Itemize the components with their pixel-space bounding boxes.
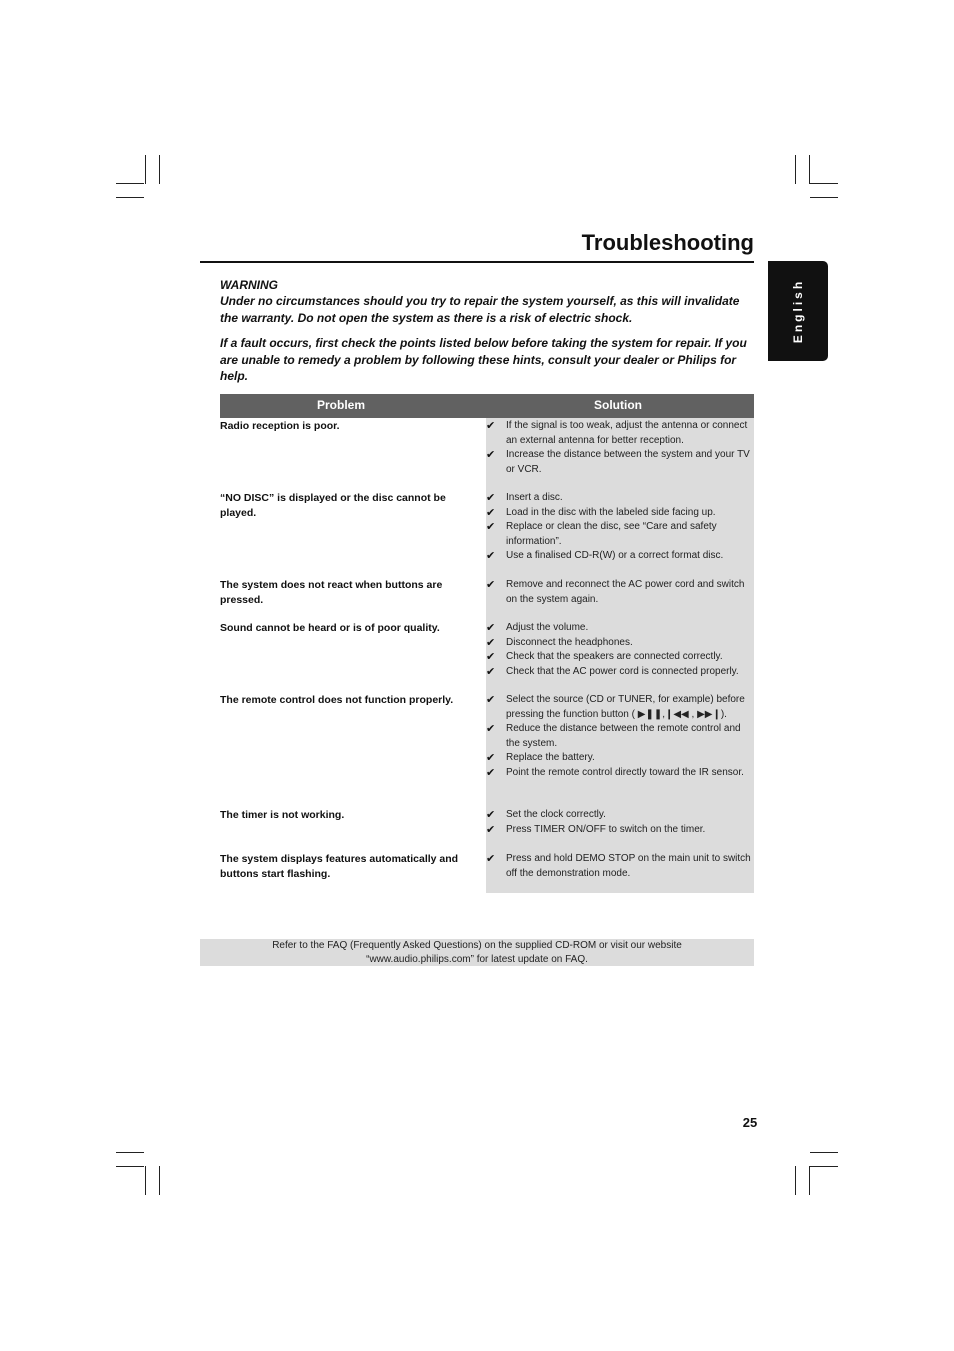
language-tab-label: English — [791, 278, 805, 344]
check-icon: ✔ — [486, 853, 496, 865]
problem-cell: “NO DISC” is displayed or the disc cannot be played. — [220, 492, 446, 519]
warning-advice: If a fault occurs, first check the points listed below before taking the system for repair. If you are unable to remedy a problem by following these hints, consult your dealer or Philips for help. — [220, 336, 747, 383]
crop-mark — [145, 155, 146, 184]
problem-cell: Sound cannot be heard or is of poor quality. — [220, 622, 440, 634]
crop-mark — [145, 1166, 146, 1195]
check-icon: ✔ — [486, 766, 496, 779]
solution-item: ✔ If the signal is too weak, adjust the antenna or connect an external antenna for better reception. — [486, 420, 748, 446]
crop-mark — [809, 1166, 810, 1195]
solution-item: ✔ Remove and reconnect the AC power cord and switch on the system again. — [486, 579, 745, 605]
crop-mark — [810, 1152, 838, 1153]
solution-item: ✔ Adjust the volume. — [486, 622, 589, 634]
problem-cell: The remote control does not function properly. — [220, 694, 454, 706]
crop-mark — [159, 155, 160, 184]
check-icon: ✔ — [486, 521, 496, 533]
crop-mark — [810, 1166, 838, 1167]
solution-item: ✔ Load in the disc with the labeled side facing up. — [486, 506, 716, 519]
check-icon: ✔ — [486, 694, 496, 706]
solution-item: ✔ Disconnect the headphones. — [486, 636, 633, 649]
check-icon: ✔ — [486, 622, 496, 634]
faq-note-line: “www.audio.philips.com” for latest update on FAQ. — [366, 953, 588, 965]
warning-heading: WARNING — [220, 278, 278, 292]
solution-cell — [486, 808, 754, 837]
crop-mark — [116, 1152, 144, 1153]
faq-note — [200, 939, 754, 966]
check-icon: ✔ — [486, 420, 496, 432]
crop-mark — [810, 197, 838, 198]
solution-cell — [486, 693, 754, 780]
table-header — [220, 394, 754, 418]
check-icon: ✔ — [486, 651, 496, 663]
check-icon: ✔ — [486, 723, 496, 735]
solution-item: ✔ Press TIMER ON/OFF to switch on the timer. — [486, 823, 706, 836]
crop-mark — [795, 1166, 796, 1195]
solution-column-header: Solution — [594, 398, 642, 412]
check-icon: ✔ — [486, 506, 496, 519]
crop-mark — [116, 197, 144, 198]
solution-item: ✔ Reduce the distance between the remote control and the system. — [486, 723, 741, 749]
solution-item: ✔ Set the clock correctly. — [486, 809, 606, 821]
solution-item: ✔ Press and hold DEMO STOP on the main unit to switch off the demonstration mode. — [486, 853, 751, 879]
crop-mark — [795, 155, 796, 184]
crop-mark — [116, 183, 144, 184]
check-icon: ✔ — [486, 550, 496, 562]
title-rule — [200, 261, 754, 263]
solution-item: ✔ Point the remote control directly toward the IR sensor. — [486, 766, 744, 779]
page-title: Troubleshooting — [581, 230, 754, 255]
check-icon: ✔ — [486, 809, 496, 821]
solution-item: ✔ Replace the battery. — [486, 752, 595, 764]
warning-text: Under no circumstances should you try to repair the system yourself, as this will invalidate the warranty. Do not open the system as there is a risk of electric shock. — [220, 294, 740, 325]
check-icon: ✔ — [486, 636, 496, 649]
solution-item: ✔ Replace or clean the disc, see “Care and safety information”. — [486, 521, 717, 547]
problem-cell: The system does not react when buttons are pressed. — [220, 579, 443, 606]
solution-cell — [486, 852, 754, 881]
check-icon: ✔ — [486, 449, 496, 461]
problem-column-header: Problem — [317, 398, 366, 412]
solution-item: ✔ Increase the distance between the system and your TV or VCR. — [486, 449, 750, 475]
solution-cell — [486, 419, 754, 477]
solution-item: ✔ Insert a disc. — [486, 492, 563, 504]
solution-cell — [486, 491, 754, 564]
check-icon: ✔ — [486, 823, 496, 836]
check-icon: ✔ — [486, 579, 496, 591]
page-number: 25 — [742, 1115, 758, 1130]
crop-mark — [809, 155, 810, 184]
problem-cell: The timer is not working. — [220, 809, 345, 821]
language-tab — [768, 261, 828, 361]
solution-item: ✔ Select the source (CD or TUNER, for example) before pressing the function button ( ▶❚❚,❙◀◀ , ▶▶❙). — [486, 694, 745, 720]
solution-item: ✔ Check that the AC power cord is connected properly. — [486, 665, 739, 678]
check-icon: ✔ — [486, 665, 496, 678]
faq-note-line: Refer to the FAQ (Frequently Asked Questions) on the supplied CD-ROM or visit our website — [272, 940, 682, 951]
problem-cell: Radio reception is poor. — [220, 420, 340, 432]
solution-item: ✔ Check that the speakers are connected correctly. — [486, 651, 723, 663]
crop-mark — [159, 1166, 160, 1195]
check-icon: ✔ — [486, 492, 496, 504]
solution-cell — [486, 621, 754, 679]
crop-mark — [810, 183, 838, 184]
check-icon: ✔ — [486, 752, 496, 764]
solution-cell — [486, 578, 754, 607]
problem-cell: The system displays features automatically and buttons start flashing. — [220, 853, 459, 880]
crop-mark — [116, 1166, 144, 1167]
solution-item: ✔ Use a finalised CD-R(W) or a correct format disc. — [486, 550, 724, 562]
